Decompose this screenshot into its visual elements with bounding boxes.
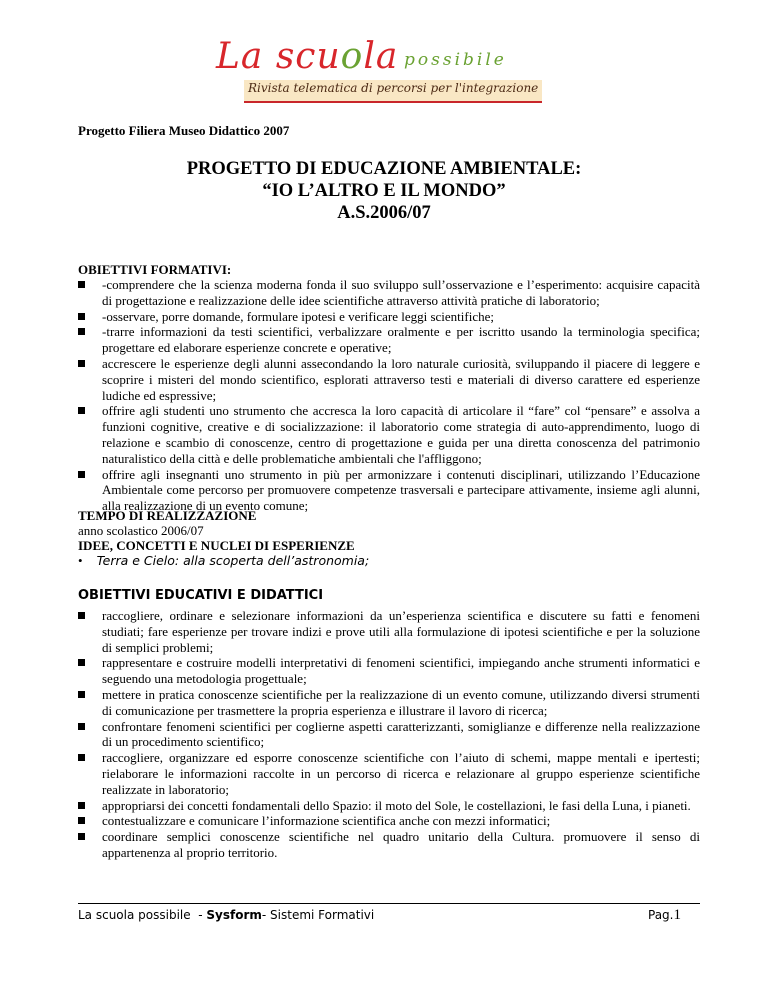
footer-suffix: - Sistemi Formativi <box>261 908 375 922</box>
obiettivo-formativo-item <box>78 467 700 514</box>
obiettivo-educativo-item <box>78 719 700 751</box>
list-item-text: raccogliere, organizzare ed esporre conoscenze scientifiche con l’aiuto di schemi, mappe mentali e ipertesti; rielaborare le informazioni raccolte in un percorso di ricerca e relazionare al gruppo esperienze scientifiche realizzate in laboratorio; <box>102 750 700 797</box>
square-bullet-icon <box>78 659 85 666</box>
obiettivo-educativo-item <box>78 687 700 719</box>
list-item-text: raccogliere, ordinare e selezionare informazioni da un’esperienza scientifica e discutere su fatti e fenomeni studiati; fare esperienze per trovare indizi e prove utili alla formulazione di ipotesi scientifiche e per la soluzione di semplici problemi; <box>102 608 700 655</box>
magazine-logo <box>216 36 546 108</box>
obiettivo-educativo-item <box>78 750 700 797</box>
list-item-text: offrire agli insegnanti uno strumento in più per armonizzare i contenuti disciplinari, utilizzando l’Educazione Ambientale come percorso per promuovere competenze trasversali e partecipare attivamente, insieme agli alunni, alla realizzazione di un evento comune; <box>102 466 700 514</box>
square-bullet-icon <box>78 817 85 824</box>
obiettivo-formativo-item <box>78 309 700 325</box>
obiettivi-educativi-heading: OBIETTIVI EDUCATIVI E DIDATTICI <box>78 588 324 603</box>
list-item-text: -osservare, porre domande, formulare ipotesi e verificare leggi scientifiche; <box>102 308 494 324</box>
page-number <box>648 907 681 924</box>
list-item-text: contestualizzare e comunicare l’informazione scientifica anche con mezzi informatici; <box>102 813 551 829</box>
page-label: Pag. <box>648 908 674 922</box>
obiettivo-educativo-item <box>78 798 700 814</box>
square-bullet-icon <box>78 723 85 730</box>
idee-item <box>78 553 369 569</box>
obiettivi-formativi-list <box>78 277 700 514</box>
obiettivo-formativo-item <box>78 356 700 403</box>
square-bullet-icon <box>78 754 85 761</box>
square-bullet-icon <box>78 360 85 367</box>
obiettivo-educativo-item <box>78 655 700 687</box>
footer-sysform: Sysform <box>206 908 262 922</box>
logo-title-part1: La scu <box>216 36 341 77</box>
footer-prefix: La scuola possibile - <box>78 908 207 922</box>
logo-title-part2: la <box>363 36 399 77</box>
title-line-2: “IO L’ALTRO E IL MONDO” <box>262 181 506 201</box>
obiettivo-formativo-item <box>78 277 700 309</box>
square-bullet-icon <box>78 313 85 320</box>
tempo-heading: TEMPO DI REALIZZAZIONE <box>78 508 257 523</box>
idee-heading: IDEE, CONCETTI E NUCLEI DI ESPERIENZE <box>78 538 355 553</box>
square-bullet-icon <box>78 691 85 698</box>
obiettivi-educativi-list <box>78 608 700 861</box>
obiettivo-formativo-item <box>78 324 700 356</box>
square-bullet-icon <box>78 281 85 288</box>
list-item-text: -comprendere che la scienza moderna fonda il suo sviluppo sull’osservazione e l’esperimento: acquisire capacità di progettazione e realizzazione delle idee scientifiche attraverso attività pratiche di laboratorio; <box>102 277 700 308</box>
obiettivi-formativi-heading: OBIETTIVI FORMATIVI: <box>78 262 232 277</box>
obiettivo-educativo-item <box>78 608 700 655</box>
title-line-3: A.S.2006/07 <box>337 203 431 223</box>
square-bullet-icon <box>78 407 85 414</box>
obiettivo-formativo-item <box>78 403 700 466</box>
page-number-value: 1 <box>673 907 681 923</box>
title-line-1: PROGETTO DI EDUCAZIONE AMBIENTALE: <box>186 159 582 179</box>
obiettivo-educativo-item <box>78 813 700 829</box>
list-item-text: mettere in pratica conoscenze scientifiche per la realizzazione di un evento comune, utilizzando diversi strumenti di comunicazione per trasmettere la propria esperienza e illustrare il lavoro di ricerca; <box>102 686 700 718</box>
square-bullet-icon <box>78 471 85 478</box>
list-item-text: accrescere le esperienze degli alunni assecondando la loro naturale curiosità, sviluppando il piacere di leggere e scoprire i misteri del mondo scientifico, esplorati attraverso testi e materiali di diverso carattere ed esperienze ludiche ed espressive; <box>102 355 700 403</box>
list-item-text: rappresentare e costruire modelli interpretativi di fenomeni scientifici, impiegando anche strumenti informatici e seguendo una metodologia progettuale; <box>102 655 700 687</box>
project-line: Progetto Filiera Museo Didattico 2007 <box>78 123 290 138</box>
list-item-text: appropriarsi dei concetti fondamentali dello Spazio: il moto del Sole, le costellazioni, le fasi della Luna, i pianeti. <box>102 797 691 813</box>
list-item-text: offrire agli studenti uno strumento che accresca la loro capacità di articolare il “fare” col “pensare” e assolva a funzioni cognitive, creative e di socializzazione: il laboratorio come strategia di auto-apprendimento, luogo di relazione e scambio di conoscenze, centro di progettazione e guida per una diretta conoscenza del patrimonio naturalistico della città e delle problematiche ambientali che l'affliggono; <box>102 403 700 466</box>
tempo-text: anno scolastico 2006/07 <box>78 523 204 538</box>
logo-title <box>216 36 398 77</box>
logo-tagline: Rivista telematica di percorsi per l'integrazione <box>248 81 539 95</box>
obiettivo-educativo-item <box>78 829 700 861</box>
list-item-text: confrontare fenomeni scientifici per coglierne aspetti caratterizzanti, somiglianze e differenze nella realizzazione di un procedimento scientifico; <box>102 718 700 750</box>
square-bullet-icon <box>78 328 85 335</box>
list-item-text: coordinare semplici conoscenze scientifiche nel quadro unitario della Cultura. promuovere il senso di appartenenza al proprio territorio. <box>102 829 700 860</box>
list-item-text: -trarre informazioni da testi scientifici, verbalizzare oralmente e per iscritto usando la terminologia specifica; progettare ed elaborare esperienze concrete e operative; <box>102 324 700 356</box>
idee-item-text: Terra e Cielo: alla scoperta dell’astronomia; <box>96 553 370 568</box>
square-bullet-icon <box>78 802 85 809</box>
footer-credits <box>78 908 374 922</box>
logo-title-accent: o <box>340 36 364 77</box>
square-bullet-icon <box>78 833 85 840</box>
idee-bullet: • <box>78 553 83 568</box>
logo-possibile: possibile <box>404 50 507 70</box>
square-bullet-icon <box>78 612 85 619</box>
footer-divider <box>78 903 700 904</box>
